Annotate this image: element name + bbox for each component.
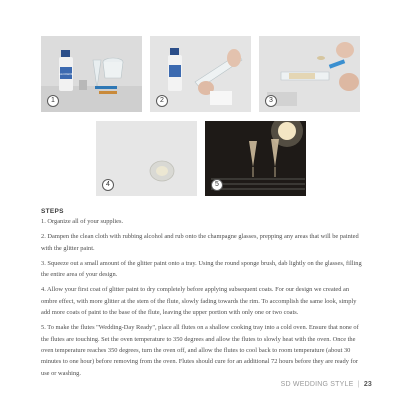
photo-step-3: [259, 36, 360, 112]
page-footer: [281, 381, 372, 388]
step-number-badge: 4: [102, 179, 114, 191]
photo-step-5: [205, 121, 306, 196]
step-number-badge: 2: [156, 95, 168, 107]
step-number-badge: 3: [265, 95, 277, 107]
step-number-badge: 1: [47, 95, 59, 107]
step-5-text: 5. To make the flutes "Wedding-Day Ready", place all flutes on a shallow cooking tray into a cold oven. Ensure that none of the flutes are touching. Set the oven temperature to 350 degrees and allow the flutes to slowly heat with the oven. Once the oven temperature reaches 350 degrees, turn the oven off, and allow the flutes to cool back to room temperature (about 30 minutes to one hour) before removing from the oven. Flutes should cure for an additional 72 hours before they are ready for use or washing.: [41, 324, 359, 377]
step-2-text: 2. Dampen the clean cloth with rubbing alcohol and rub onto the champagne glasses, prepping any areas that will be painted with the glitter paint.: [41, 233, 359, 252]
step-4-text: 4. Allow your first coat of glitter paint to dry completely before applying subsequent coats. For our design we created an ombre effect, with more glitter at the stem of the flute, slowly fading towards the rim. To accomplish the same look, simply add more coats of paint to the base of the flute, leaving the upper portion with only one or two coats.: [41, 286, 357, 317]
photo-step-2: [150, 36, 251, 112]
page-number: 23: [363, 381, 372, 388]
step-3-text: 3. Squeeze out a small amount of the glitter paint onto a tray. Using the round sponge brush, dab lightly on the glasses, filling the entire area of your design.: [41, 259, 362, 279]
step-number-badge: 5: [211, 179, 223, 191]
photo-step-1: [41, 36, 142, 112]
photo-step-4: [96, 121, 197, 196]
footer-brand: SD WEDDING STYLE: [280, 381, 354, 388]
steps-heading: STEPS: [41, 208, 64, 215]
alcohol-bottle-label: ALCOHOL: [58, 72, 74, 76]
footer-separator: |: [357, 381, 360, 388]
steps-list: [41, 216, 363, 383]
step-1-text: 1. Organize all of your supplies.: [41, 218, 124, 225]
